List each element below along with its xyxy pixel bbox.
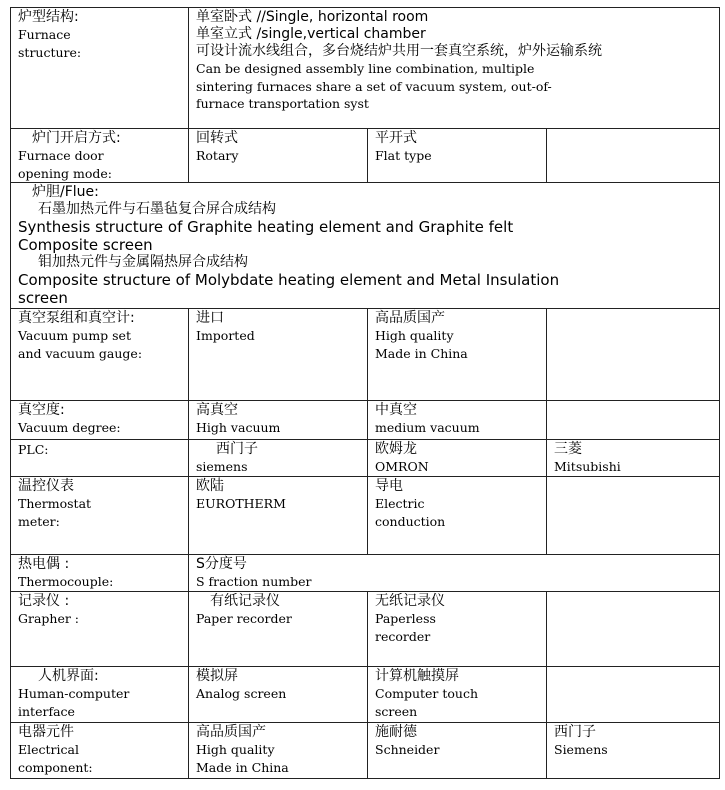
table-row-grapher bbox=[11, 592, 720, 667]
label-cell bbox=[11, 555, 189, 592]
option-zh: 三菱 bbox=[554, 441, 582, 457]
empty-cell bbox=[547, 477, 720, 555]
label-en: Vacuum degree: bbox=[18, 420, 121, 435]
option-zh: 高真空 bbox=[196, 402, 238, 418]
option-en: High quality Made in China bbox=[196, 742, 289, 775]
option-cell bbox=[189, 309, 368, 401]
label-en: Electrical component: bbox=[18, 742, 93, 775]
value-zh-3: 可设计流水线组合，多台烧结炉共用一套真空系统，炉外运输系统 bbox=[196, 43, 602, 59]
option-en: Paperless recorder bbox=[375, 611, 436, 644]
option-zh: 有纸记录仪 bbox=[210, 593, 280, 609]
label-cell bbox=[11, 401, 189, 440]
option-zh: S分度号 bbox=[196, 556, 247, 572]
empty-cell bbox=[547, 667, 720, 723]
option-cell bbox=[189, 667, 368, 723]
option-en: siemens bbox=[196, 459, 248, 474]
label-en: Furnace door opening mode: bbox=[18, 148, 112, 181]
flue-option-1-zh: 石墨加热元件与石墨毡复合屏合成结构 bbox=[38, 201, 276, 217]
label-cell bbox=[11, 309, 189, 401]
empty-cell bbox=[547, 592, 720, 667]
option-cell bbox=[368, 129, 547, 183]
label-zh: 电器元件 bbox=[18, 724, 74, 740]
table-row-vacuum-degree bbox=[11, 401, 720, 440]
option-cell bbox=[189, 723, 368, 779]
table-row-flue bbox=[11, 183, 720, 309]
option-en: Analog screen bbox=[196, 686, 287, 701]
table-row-hmi bbox=[11, 667, 720, 723]
label-cell bbox=[11, 723, 189, 779]
option-en: High vacuum bbox=[196, 420, 281, 435]
label-en: Human-computer interface bbox=[18, 686, 130, 719]
option-zh: 西门子 bbox=[216, 441, 258, 457]
option-zh: 模拟屏 bbox=[196, 668, 238, 684]
option-zh: 中真空 bbox=[375, 402, 417, 418]
table-row-furnace-door bbox=[11, 129, 720, 183]
option-zh: 西门子 bbox=[554, 724, 596, 740]
label-cell bbox=[11, 440, 189, 477]
option-en: OMRON bbox=[375, 459, 429, 474]
table-row-thermocouple bbox=[11, 555, 720, 592]
value-cell bbox=[189, 8, 720, 129]
option-zh: 进口 bbox=[196, 310, 224, 326]
option-zh: 施耐德 bbox=[375, 724, 417, 740]
empty-cell bbox=[547, 401, 720, 440]
option-en: Flat type bbox=[375, 148, 432, 163]
option-en: Rotary bbox=[196, 148, 239, 163]
label-zh: 人机界面: bbox=[38, 668, 99, 684]
table-row-plc bbox=[11, 440, 720, 477]
option-en: Siemens bbox=[554, 742, 608, 757]
label-en: Vacuum pump set and vacuum gauge: bbox=[18, 328, 143, 361]
option-cell bbox=[189, 129, 368, 183]
option-zh: 高品质国产 bbox=[375, 310, 445, 326]
label-zh: 记录仪 : bbox=[18, 593, 70, 609]
label-zh: 热电偶 : bbox=[18, 556, 70, 572]
option-en: Paper recorder bbox=[196, 611, 292, 626]
option-cell bbox=[189, 477, 368, 555]
option-zh: 回转式 bbox=[196, 130, 238, 146]
label-cell bbox=[11, 667, 189, 723]
option-cell bbox=[547, 440, 720, 477]
value-cell bbox=[189, 555, 720, 592]
flue-option-2-zh: 钼加热元件与金属隔热屏合成结构 bbox=[38, 254, 248, 270]
value-zh-2: 单室立式 /single,vertical chamber bbox=[196, 26, 426, 42]
option-cell bbox=[547, 723, 720, 779]
option-en: S fraction number bbox=[196, 574, 312, 589]
label-cell bbox=[11, 592, 189, 667]
option-zh: 计算机触摸屏 bbox=[375, 668, 459, 684]
option-cell bbox=[189, 440, 368, 477]
option-en: Electric conduction bbox=[375, 496, 446, 529]
option-cell bbox=[368, 440, 547, 477]
option-cell bbox=[189, 401, 368, 440]
label-zh: 真空泵组和真空计: bbox=[18, 310, 135, 326]
option-en: Imported bbox=[196, 328, 255, 343]
label-en: Furnace structure: bbox=[18, 27, 82, 60]
option-cell bbox=[368, 401, 547, 440]
option-cell bbox=[368, 477, 547, 555]
label-zh: 真空度: bbox=[18, 402, 65, 418]
flue-cell bbox=[11, 183, 720, 309]
flue-option-2-en: Composite structure of Molybdate heating element and Metal Insulation screen bbox=[18, 271, 560, 307]
value-en: Can be designed assembly line combination, multiple sintering furnaces share a set of vacuum system, out-of- furnace transportation syst bbox=[196, 61, 552, 111]
option-en: High quality Made in China bbox=[375, 328, 468, 361]
label-cell bbox=[11, 8, 189, 129]
label-en: Grapher : bbox=[18, 611, 80, 626]
option-en: EUROTHERM bbox=[196, 496, 286, 511]
option-zh: 导电 bbox=[375, 478, 403, 494]
option-zh: 无纸记录仪 bbox=[375, 593, 445, 609]
table-row-electrical bbox=[11, 723, 720, 779]
option-en: Mitsubishi bbox=[554, 459, 621, 474]
spec-table bbox=[10, 7, 720, 779]
option-zh: 高品质国产 bbox=[196, 724, 266, 740]
flue-option-1-en: Synthesis structure of Graphite heating element and Graphite felt Composite screen bbox=[18, 218, 514, 254]
option-cell bbox=[368, 592, 547, 667]
option-zh: 平开式 bbox=[375, 130, 417, 146]
option-en: medium vacuum bbox=[375, 420, 480, 435]
label-zh: 温控仪表 bbox=[18, 478, 74, 494]
option-en: Computer touch screen bbox=[375, 686, 479, 719]
label-en: PLC: bbox=[18, 442, 49, 457]
option-cell bbox=[189, 592, 368, 667]
label-zh: 炉门开启方式: bbox=[32, 130, 121, 146]
option-en: Schneider bbox=[375, 742, 440, 757]
option-zh: 欧姆龙 bbox=[375, 441, 417, 457]
label-en: Thermostat meter: bbox=[18, 496, 92, 529]
label-cell bbox=[11, 477, 189, 555]
table-row-thermostat bbox=[11, 477, 720, 555]
label-zh: 炉型结构: bbox=[18, 9, 79, 25]
label-en: Thermocouple: bbox=[18, 574, 114, 589]
empty-cell bbox=[547, 309, 720, 401]
label-cell bbox=[11, 129, 189, 183]
option-zh: 欧陆 bbox=[196, 478, 224, 494]
option-cell bbox=[368, 723, 547, 779]
option-cell bbox=[368, 309, 547, 401]
table-row-furnace-structure bbox=[11, 8, 720, 129]
option-cell bbox=[368, 667, 547, 723]
value-zh-1: 单室卧式 //Single, horizontal room bbox=[196, 9, 429, 25]
table-row-vacuum-pump bbox=[11, 309, 720, 401]
flue-heading: 炉胆/Flue: bbox=[32, 184, 99, 200]
empty-cell bbox=[547, 129, 720, 183]
